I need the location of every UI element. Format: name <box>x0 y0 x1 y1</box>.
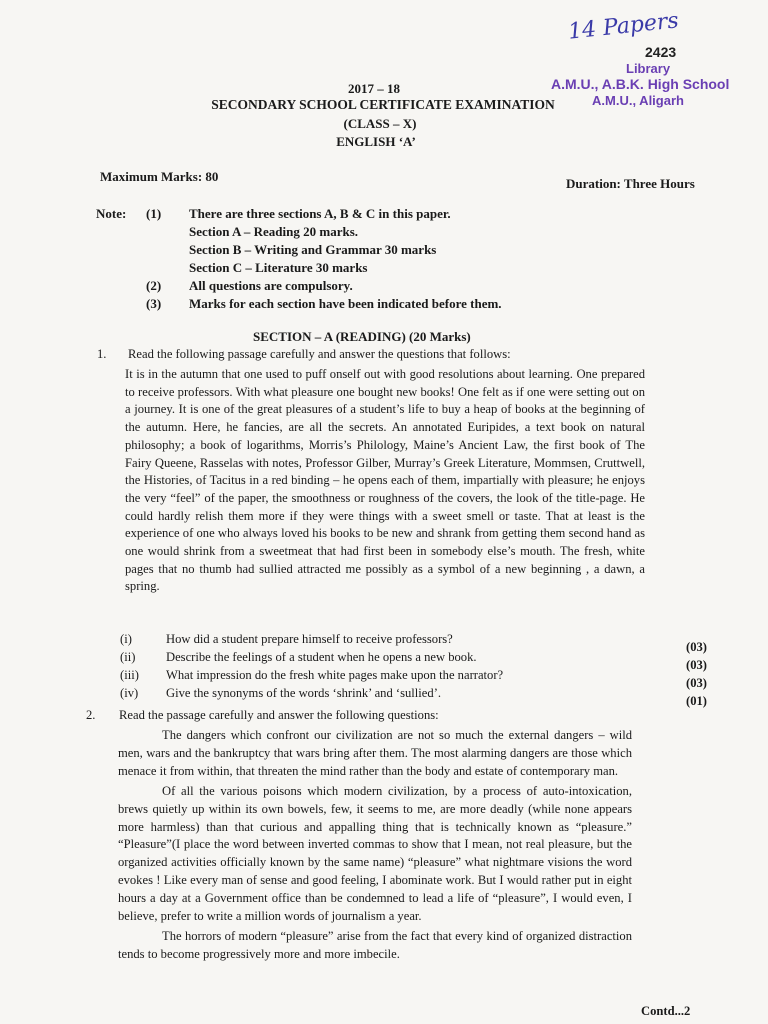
subquestion-marks: (03) <box>686 676 707 690</box>
stamp-number: 2423 <box>645 44 677 60</box>
subquestion-text: How did a student prepare himself to receive professors? <box>166 632 453 646</box>
exam-class: (CLASS – X) <box>343 116 417 131</box>
subquestion-number: (i) <box>120 632 132 646</box>
subquestion-marks: (03) <box>686 640 707 654</box>
subquestion-marks: (03) <box>686 658 707 672</box>
passage-text: It is in the autumn that one used to puff onself out with good resolutions about learning. One prepared to receive professors. With what pleasure one bought new books! One felt as if one were setting out on a journey. It is one of the great pleasures of a student’s life to buy a heap of books at the beginning of the autumn. Here, he fancies, are all the secrets. An annotated Euripides, a text book on natural philosophy; a book of logarithms, Morris’s Philology, Maine’s Ancient Law, the first book of The Fairy Queene, Rasselas with notes, Professor Gilber, Murray’s Greek Literature, Mommsen, Cruttwell, the Histories, of Tacitus in a red binding – he opens each of them, impartially with pleasure; he enjoys the very “feel” of the paper, the smoothness or roughness of the covers, the look of the title-page. He could hardly relish them more if they were things with a sweet smell or taste. That at least is the experience of one who always loved his books to be new and shrank from getting them second hand as one would shrink from a sweetmeat that had first been in somebody else’s mouth. The fresh, white pages that no thumb had sullied attracted me possibly as a symbol of a new beginning , a dawn, a spring. <box>125 367 645 594</box>
subquestion-text: What impression do the fresh white pages make upon the narrator? <box>166 668 504 682</box>
note-num-2: (2) <box>146 278 162 293</box>
note-line: Marks for each section have been indicated before them. <box>189 296 502 311</box>
subquestion-text: Give the synonyms of the words ‘shrink’ and ‘sullied’. <box>166 686 442 700</box>
subquestion-marks: (01) <box>686 694 707 708</box>
duration: Duration: Three Hours <box>566 176 695 191</box>
exam-year: 2017 – 18 <box>348 81 400 96</box>
subquestion-number: (iii) <box>120 668 139 682</box>
note-line: Section B – Writing and Grammar 30 marks <box>189 242 437 257</box>
question-intro: Read the following passage carefully and answer the questions that follows: <box>128 347 511 361</box>
note-label: Note: <box>96 206 127 221</box>
note-num-1: (1) <box>146 206 162 221</box>
note-line: Section A – Reading 20 marks. <box>189 224 359 239</box>
stamp-library: Library <box>626 61 671 76</box>
exam-title: SECONDARY SCHOOL CERTIFICATE EXAMINATION <box>211 97 555 112</box>
max-marks: Maximum Marks: 80 <box>100 169 219 184</box>
passage-paragraph: The horrors of modern “pleasure” arise from the fact that every kind of organized distraction tends to become progressively more and more imbecile. <box>118 928 632 961</box>
section-a-heading: SECTION – A (READING) (20 Marks) <box>253 329 471 344</box>
question-number: 1. <box>97 347 107 361</box>
passage-paragraph: The dangers which confront our civilization are not so much the external dangers – wild men, wars and the bankruptcy that wars bring after them. The most alarming dangers are those which menace it from within, that threaten the mind rather than the body and estate of contemporary man. <box>118 728 632 778</box>
handwritten-note: 14 Papers <box>566 8 680 45</box>
note-line: Section C – Literature 30 marks <box>189 260 368 275</box>
passage-paragraph: Of all the various poisons which modern civilization, by a process of auto-intoxication, brews quietly up within its own bowels, few, it seems to me, are more deadly (while none appears more harmless) than that curious and appalling thing that is technically known as “pleasure.” “Pleasure”(I place the word between inverted commas to show that I mean, not real pleasure, but the organized activities officially known by the same name) “pleasure” what nightmare visions the word evokes ! Like every man of sense and good feeling, I abominate work. But I would rather put in eight hours a day at a Government office than be condemned to lead a life of “pleasure”, I would even, I believe, prefer to write a million words of journalism a year. <box>118 783 632 924</box>
question-number: 2. <box>86 708 96 722</box>
reading-passage-1 <box>125 366 645 596</box>
note-line: All questions are compulsory. <box>189 278 353 293</box>
question-intro: Read the passage carefully and answer the following questions: <box>119 708 439 722</box>
stamp-city: A.M.U., Aligarh <box>592 93 684 108</box>
continued-note: Contd...2 <box>641 1004 691 1018</box>
note-line: There are three sections A, B & C in this paper. <box>189 206 451 221</box>
subquestion-text: Describe the feelings of a student when he opens a new book. <box>166 650 477 664</box>
stamp-school: A.M.U., A.B.K. High School <box>551 76 730 92</box>
reading-passage-2 <box>118 727 632 964</box>
note-num-3: (3) <box>146 296 162 311</box>
exam-subject: ENGLISH ‘A’ <box>336 134 416 149</box>
subquestion-number: (ii) <box>120 650 136 664</box>
subquestion-number: (iv) <box>120 686 139 700</box>
